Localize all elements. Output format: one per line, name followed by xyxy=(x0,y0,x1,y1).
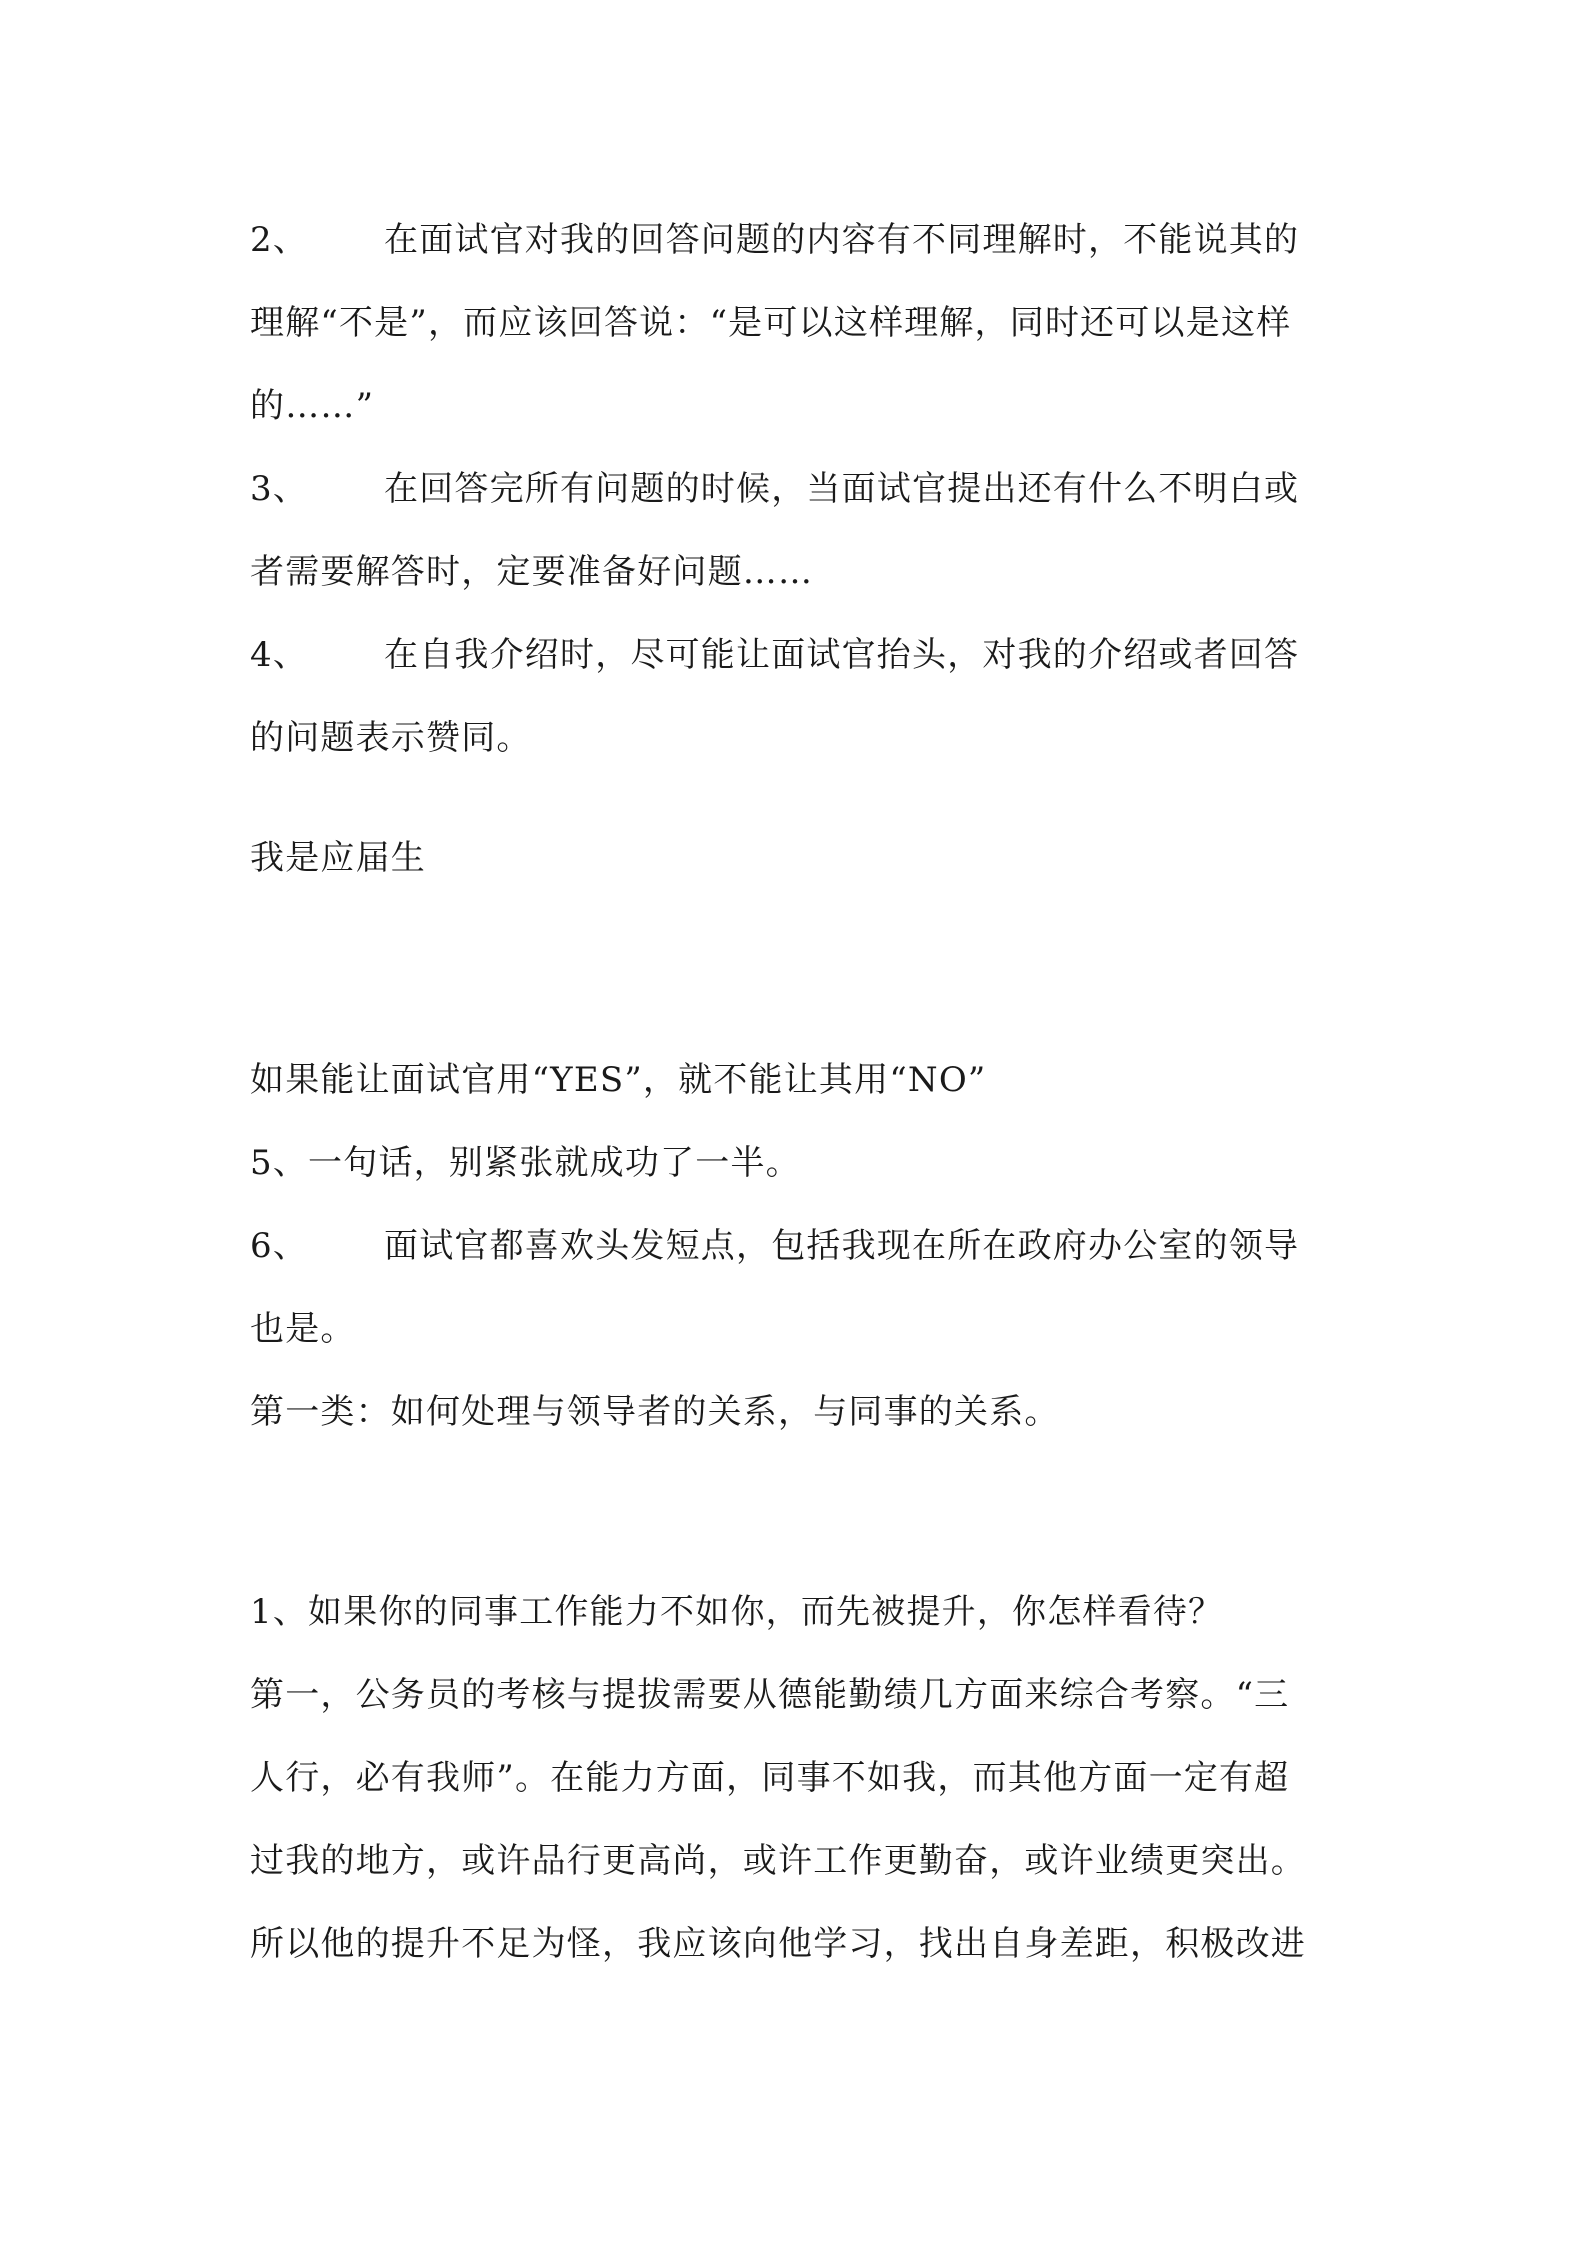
item-6-line-1 xyxy=(250,1222,1360,1270)
item-3-text-1: 在回答完所有问题的时候，当面试官提出还有什么不明白或 xyxy=(384,469,1300,509)
answer-1-line-3: 过我的地方，或许品行更高尚，或许工作更勤奋，或许业绩更突出。 xyxy=(250,1841,1306,1881)
item-2-number: 2、 xyxy=(250,220,309,260)
item-2-text-1: 在面试官对我的回答问题的内容有不同理解时，不能说其的 xyxy=(384,220,1300,260)
answer-1-line-2: 人行，必有我师”。在能力方面，同事不如我，而其他方面一定有超 xyxy=(250,1758,1290,1798)
category-1-title: 第一类：如何处理与领导者的关系，与同事的关系。 xyxy=(250,1392,1060,1432)
item-4-text-1: 在自我介绍时，尽可能让面试官抬头，对我的介绍或者回答 xyxy=(384,635,1300,675)
graduate-heading: 我是应届生 xyxy=(250,838,426,878)
item-5-line xyxy=(250,1139,1360,1187)
yes-no-line: 如果能让面试官用“YES”，就不能让其用“NO” xyxy=(250,1060,987,1100)
item-4-line-1 xyxy=(250,631,1360,679)
item-2-line-2: 理解“不是”，而应该回答说：“是可以这样理解，同时还可以是这样 xyxy=(250,303,1292,343)
item-3-number: 3、 xyxy=(250,469,309,509)
item-5-text: 一句话，别紧张就成功了一半。 xyxy=(308,1143,801,1183)
item-5-number: 5、 xyxy=(250,1143,309,1183)
item-3-line-1 xyxy=(250,465,1360,513)
answer-1-line-1: 第一，公务员的考核与提拔需要从德能勤绩几方面来综合考察。“三 xyxy=(250,1675,1290,1715)
item-6-line-2: 也是。 xyxy=(250,1309,356,1349)
item-6-number: 6、 xyxy=(250,1226,309,1266)
item-2-line-3: 的……” xyxy=(250,386,375,426)
item-6-text-1: 面试官都喜欢头发短点，包括我现在所在政府办公室的领导 xyxy=(384,1226,1300,1266)
question-1-text: 如果你的同事工作能力不如你，而先被提升，你怎样看待？ xyxy=(308,1592,1224,1632)
answer-1-line-4: 所以他的提升不足为怪，我应该向他学习，找出自身差距，积极改进 xyxy=(250,1924,1306,1964)
item-3-line-2: 者需要解答时，定要准备好问题…… xyxy=(250,552,814,592)
question-1-number: 1、 xyxy=(250,1592,309,1632)
question-1-line xyxy=(250,1588,1360,1636)
item-4-line-2: 的问题表示赞同。 xyxy=(250,718,532,758)
item-2-line-1 xyxy=(250,216,1360,264)
item-4-number: 4、 xyxy=(250,635,309,675)
